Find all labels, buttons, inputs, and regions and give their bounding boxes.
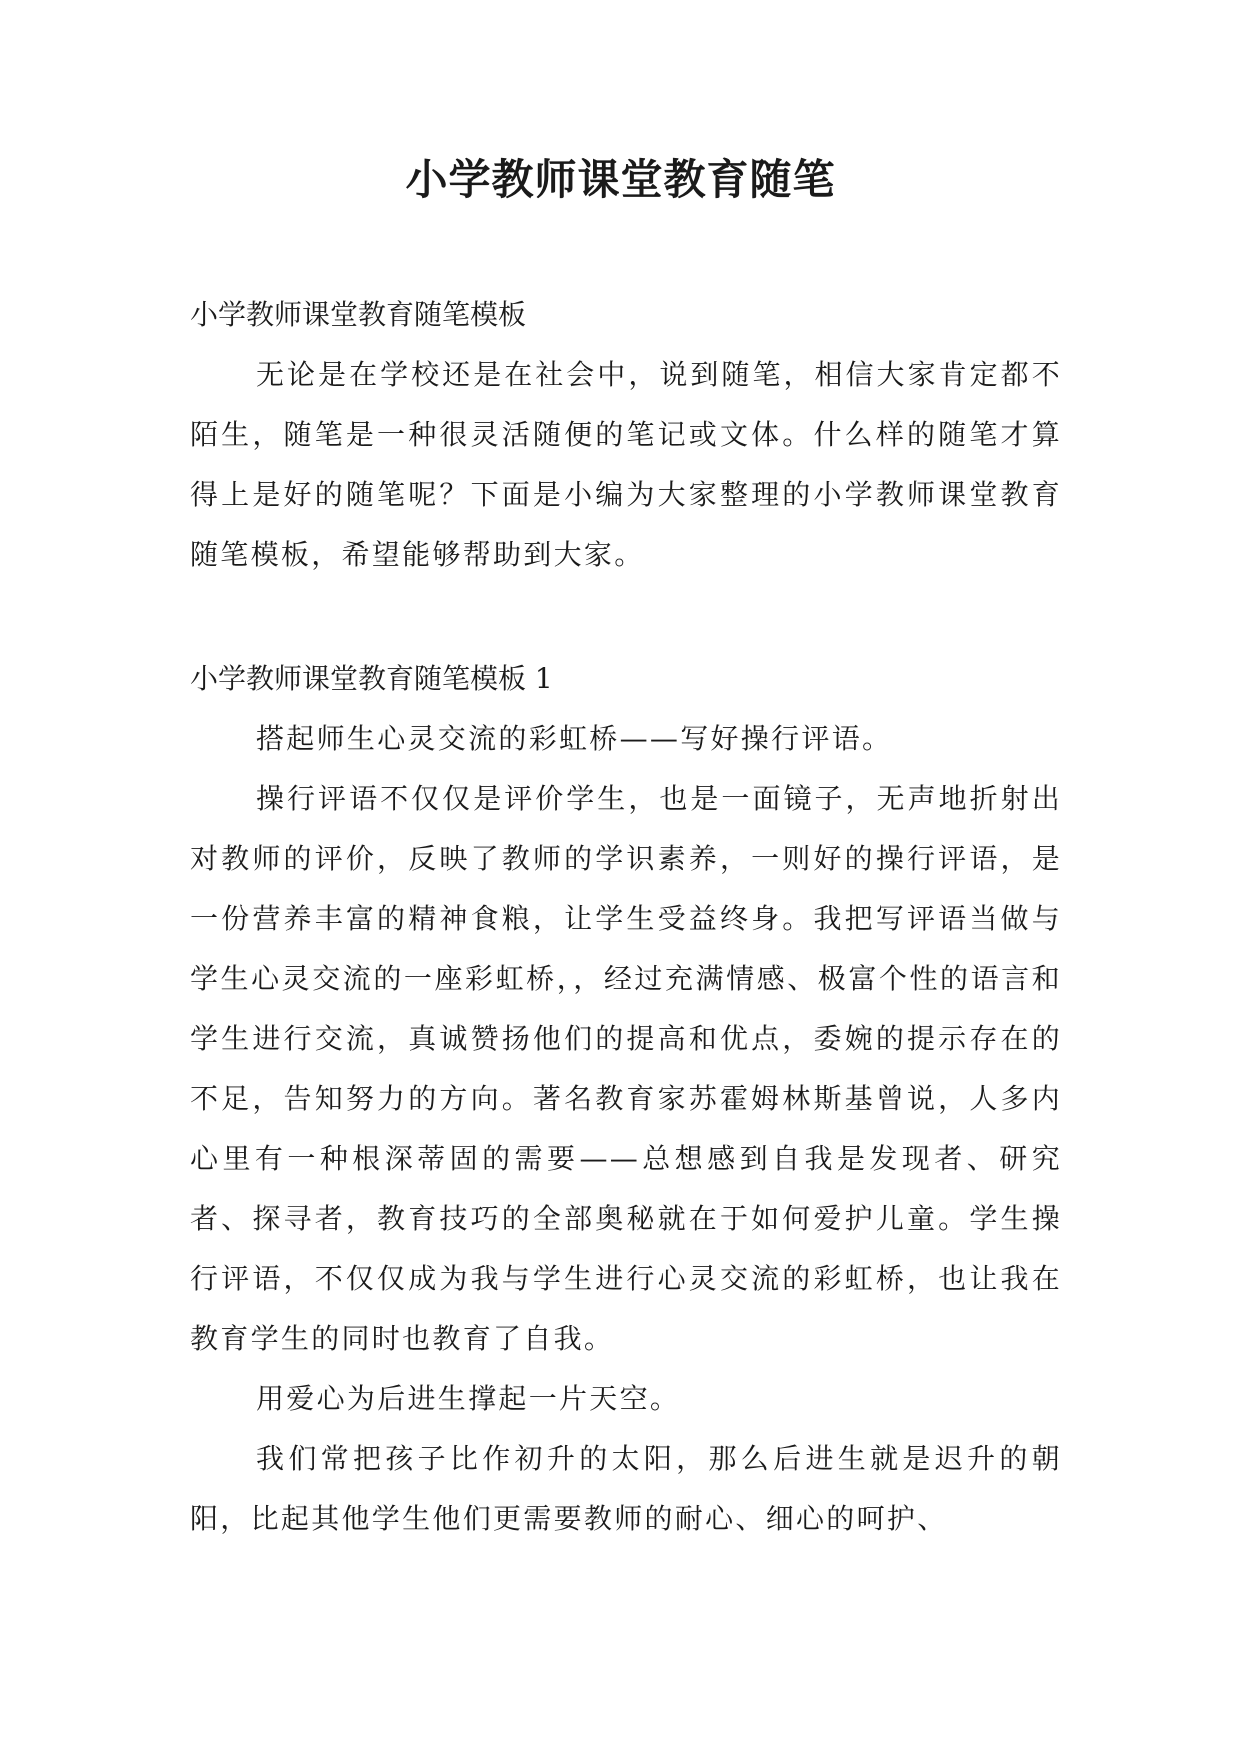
document-body (190, 285, 1062, 1549)
section1-paragraph-3: 用爱心为后进生撑起一片天空。 (256, 1382, 681, 1415)
section1-paragraph-2: 操行评语不仅仅是评价学生，也是一面镜子，无声地折射出对教师的评价，反映了教师的学识素养，一则好的操行评语，是一份营养丰富的精神食粮，让学生受益终身。我把写评语当做与学生心灵交流的一座彩虹桥，，经过充满情感、极富个性的语言和学生进行交流，真诚赞扬他们的提高和优点，委婉的提示存在的不足，告知努力的方向。著名教育家苏霍姆林斯基曾说，人多内心里有一种根深蒂固的需要——总想感到自我是发现者、研究者、探寻者，教育技巧的全部奥秘就在于如何爱护儿童。学生操行评语，不仅仅成为我与学生进行心灵交流的彩虹桥，也让我在教育学生的同时也教育了自我。 (190, 782, 1062, 1355)
document-title: 小学教师课堂教育随笔 (405, 155, 836, 204)
section1-paragraph-1: 搭起师生心灵交流的彩虹桥——写好操行评语。 (256, 722, 893, 755)
section1-paragraph-4: 我们常把孩子比作初升的太阳，那么后进生就是迟升的朝阳，比起其他学生他们更需要教师的耐心、细心的呵护、 (190, 1442, 1062, 1535)
intro-heading: 小学教师课堂教育随笔模板 (190, 298, 527, 331)
section1-heading: 小学教师课堂教育随笔模板 1 (190, 662, 553, 695)
section-spacer (190, 585, 1062, 649)
intro-paragraph: 无论是在学校还是在社会中，说到随笔，相信大家肯定都不陌生，随笔是一种很灵活随便的笔记或文体。什么样的随笔才算得上是好的随笔呢？下面是小编为大家整理的小学教师课堂教育随笔模板，希望能够帮助到大家。 (190, 358, 1062, 571)
